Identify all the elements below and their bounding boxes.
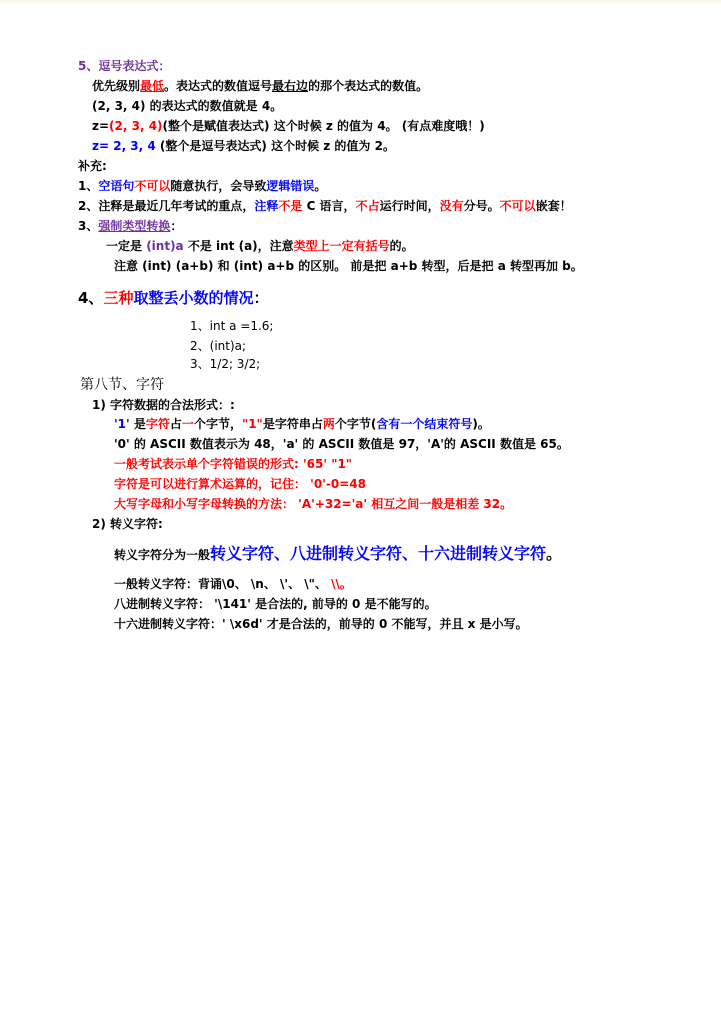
s5-l3-a: z= (92, 119, 110, 133)
s8-p1l1-j: 个字节( (334, 417, 377, 431)
supp-i3-b: 强制类型转换 (98, 219, 171, 233)
s4-item-3: 3、1/2; 3/2; (190, 357, 261, 371)
s5-l4-a: z= 2, 3, 4 (92, 139, 156, 153)
s8-p2l1-a: 转义字符分为一般 (114, 548, 211, 562)
s5-l1-d: 最右边 (272, 79, 309, 93)
s5-l3-b: (2, 3, 4) (109, 119, 163, 133)
supp-i3l1-d: 类型上一定有括号 (293, 239, 390, 253)
s8-p2l1-c: 。 (546, 544, 563, 563)
s4-title-d: ： (253, 289, 269, 307)
s8-p1l1-h: 是字符串占 (262, 417, 323, 431)
s8-p1l1-b: 是 (129, 417, 146, 431)
page-top-band (0, 0, 721, 3)
s8-p1-line-3: 一般考试表示单个字符错误的形式: '65' "1" (114, 457, 353, 471)
s8-p2l1-b: 转义字符、八进制转义字符、十六进制转义字符 (210, 544, 547, 563)
supp-item-3-line-2: 注意 (int) (a+b) 和 (int) a+b 的区别。 前是把 a+b 转型，后是把 a 转型再加 b。 (114, 259, 583, 273)
s8-p2l2-a: 一般转义字符：背诵\0、 \n、 \'、 \"、 (114, 577, 332, 591)
s4-title-a: 4、 (78, 289, 104, 307)
s8-p1l1-a: '1' (114, 417, 130, 431)
supplement-title: 补充: (78, 159, 107, 173)
s8-p1l1-d: 占 (169, 417, 182, 431)
s8-p1-line-4: 字符是可以进行算术运算的，记住： '0'-0=48 (114, 477, 366, 491)
supp-i2-j: 嵌套！ (535, 199, 572, 213)
section-4-title (78, 288, 268, 308)
supp-i3l1-e: 的。 (389, 239, 414, 253)
supp-i2-c: 不是 (278, 199, 303, 213)
supp-i1-a: 1、 (78, 179, 99, 193)
supp-i2-i: 不可以 (499, 199, 536, 213)
s8-p1l1-e: 一 (181, 417, 194, 431)
s8-p1l1-k: 含有一个结束符号 (376, 417, 473, 431)
supp-i2-f: 运行时间， (379, 199, 440, 213)
supp-i2-b: 注释 (254, 199, 279, 213)
s8-p1l1-g: "1" (241, 417, 263, 431)
supp-i2-g: 没有 (439, 199, 464, 213)
supp-i2-e: 不占 (355, 199, 380, 213)
s8-p2l2-b: \\。 (331, 577, 352, 591)
s5-l1-b: 最低 (140, 79, 165, 93)
section-8-heading: 第八节、字符 (80, 377, 164, 393)
supp-i1-f: 。 (314, 179, 327, 193)
supp-item-2 (78, 198, 572, 214)
supp-i1-d: 随意执行，会导致 (170, 179, 267, 193)
supp-i1-e: 逻辑错误 (266, 179, 315, 193)
s5-line-4 (92, 138, 395, 154)
s5-line-2: (2, 3, 4) 的表达式的数值就是 4。 (92, 99, 283, 113)
supp-i1-b: 空语句 (98, 179, 135, 193)
s8-p1l1-l: )。 (472, 417, 490, 431)
s4-item-2: 2、(int)a; (190, 339, 247, 353)
supp-i2-h: 分号。 (463, 199, 500, 213)
s8-p1l1-i: 两 (322, 417, 335, 431)
supp-i2-a: 2、注释是最近几年考试的重点， (78, 199, 255, 213)
s5-line-1 (92, 78, 428, 94)
s5-l1-c: 。表达式的数值逗号 (164, 79, 273, 93)
s8-p1-title: 1) 字符数据的合法形式：: (92, 398, 235, 412)
s8-p2-title: 2) 转义字符: (92, 517, 163, 531)
s8-p2-line-2 (114, 576, 352, 592)
s5-l4-b: (整个是逗号表达式) 这个时候 z 的值为 2。 (155, 139, 395, 153)
supp-i3-a: 3、 (78, 219, 99, 233)
supp-i1-c: 不可以 (134, 179, 171, 193)
supp-i3-c: ： (170, 219, 183, 233)
s8-p2-line-1 (114, 544, 562, 565)
supp-i3l1-a: 一定是 (106, 239, 147, 253)
supp-i2-d: C 语言， (302, 199, 356, 213)
s8-p1-line-1 (114, 416, 490, 432)
s5-line-3 (92, 118, 485, 134)
s8-p2-line-3: 八进制转义字符： '\141' 是合法的, 前导的 0 是不能写的。 (114, 597, 437, 611)
s4-item-1: 1、int a =1.6; (190, 319, 274, 333)
supp-item-3-line-1 (106, 238, 414, 254)
s8-p1l1-f: 个字节， (193, 417, 242, 431)
s5-l1-a: 优先级别 (92, 79, 141, 93)
s4-title-b: 三种 (103, 289, 134, 307)
s5-l3-c: (整个是赋值表达式) 这个时候 z 的值为 4。 (有点难度哦！) (162, 119, 485, 133)
s4-title-c: 取整丢小数的情况 (133, 289, 254, 307)
s8-p1-line-2: '0' 的 ASCII 数值表示为 48，'a' 的 ASCII 数值是 97，'A'的 ASCII 数值是 65。 (114, 437, 569, 451)
s5-l1-e: 的那个表达式的数值。 (308, 79, 429, 93)
s8-p1-line-5: 大写字母和小写字母转换的方法： 'A'+32='a' 相互之间一般是相差 32。 (114, 497, 513, 511)
supp-item-3 (78, 218, 182, 234)
section-5-title: 5、逗号表达式： (78, 59, 171, 73)
supp-i3l1-c: 不是 int (a)，注意 (183, 239, 294, 253)
supp-item-1 (78, 178, 326, 194)
supp-i3l1-b: (int)a (146, 239, 184, 253)
s8-p1l1-c: 字符 (145, 417, 170, 431)
s8-p2-line-4: 十六进制转义字符：' \x6d' 才是合法的，前导的 0 不能写，并且 x 是小写。 (114, 617, 528, 631)
